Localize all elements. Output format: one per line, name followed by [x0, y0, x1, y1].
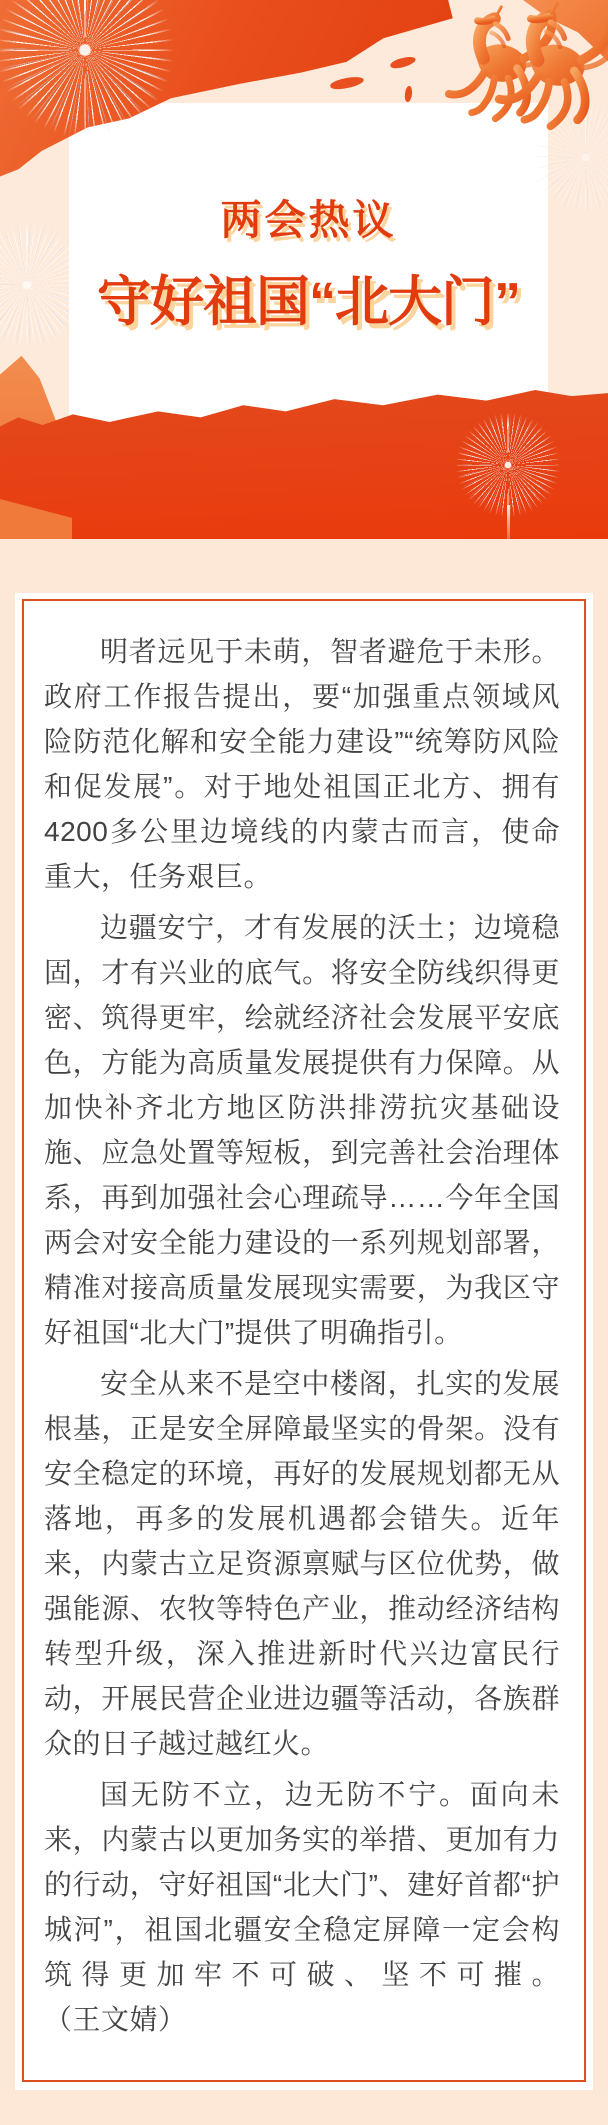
article-section: [0, 539, 608, 2090]
paragraph-2: 边疆安宁，才有发展的沃土；边境稳固，才有兴业的底气。将安全防线织得更密、筑得更牢，绘就经济社会发展平安底色，方能为高质量发展提供有力保障。从加快补齐北方地区防洪排涝抗灾基础设施、应急处置等短板，到完善社会治理体系，再到加强社会心理疏导……今年全国两会对安全能力建设的一系列规划部署，精准对接高质量发展现实需要，为我区守好祖国“北大门”提供了明确指引。: [44, 912, 560, 1348]
firework-icon: [455, 412, 561, 518]
hero-section: [0, 0, 608, 539]
page-title: 守好祖国“北大门”: [97, 272, 520, 332]
article-card: [15, 593, 593, 2090]
paragraph-3: 安全从来不是空中楼阁，扎实的发展根基，正是安全屏障最坚实的骨架。没有安全稳定的环境，再好的发展规划都无从落地，再多的发展机遇都会错失。近年来，内蒙古立足资源禀赋与区位优势，做强能源、农牧等特色产业，推动经济结构转型升级，深入推进新时代兴边富民行动，开展民营企业进边疆等活动，各族群众的日子越过越红火。: [44, 1368, 560, 1759]
paint-dab: [404, 86, 413, 103]
article-body: [22, 599, 586, 2082]
paint-dab: [329, 75, 364, 92]
firework-stem: [507, 505, 510, 539]
paragraph-1: 明者远见于未萌，智者避危于未形。政府工作报告提出，要“加强重点领域风险防范化解和安全能力建设”“统筹防风险和促发展”。对于地处祖国正北方、拥有4200多公里边境线的内蒙古而言，使命重大，任务艰巨。: [44, 636, 560, 892]
paragraph-4: [44, 1772, 560, 2042]
paint-dab: [389, 55, 416, 71]
author-byline: （王文婧）: [44, 2004, 187, 2035]
kicker-title: 两会热议: [220, 197, 397, 243]
galloping-horses-icon: [438, 2, 608, 170]
paragraph-4-text: 国无防不立，边无防不宁。面向未来，内蒙古以更加务实的举措、更加有力的行动，守好祖国“北大门”、建好首都“护城河”，祖国北疆安全稳定屏障一定会构筑得更加牢不可破、坚不可摧。: [44, 1779, 560, 1990]
